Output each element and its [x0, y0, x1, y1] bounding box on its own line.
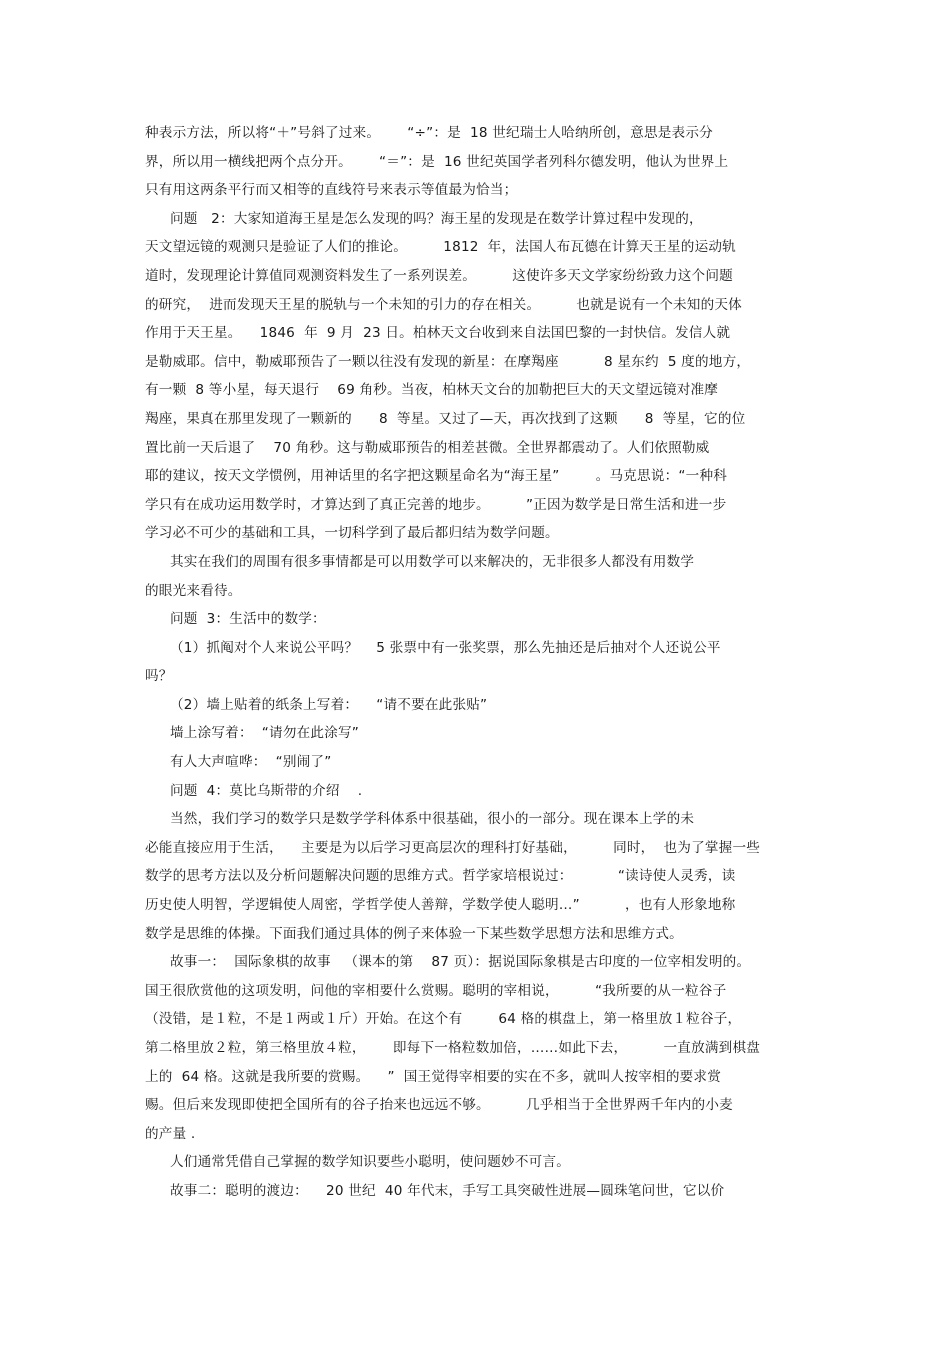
text-line: 其实在我们的周围有很多事情都是可以用数学可以来解决的，无非很多人都没有用数学	[170, 553, 695, 570]
text-line: 种表示方法，所以将“＋”号斜了过来。 “÷”：是 18 世纪瑞士人哈纳所创，意思是表示分	[145, 125, 713, 141]
text-line: 学习必不可少的基础和工具，一切科学到了最后都归结为数学问题。	[145, 525, 559, 542]
text-line: 吗？	[145, 668, 173, 685]
text-line: 羯座，果真在那里发现了一颗新的 8 等星。又过了—天，再次找到了这颗 8 等星，它的位	[145, 410, 746, 427]
text-line: 道时，发现理论计算值同观测资料发生了一系列误差。 这使许多天文学家纷纷致力这个问题	[145, 267, 733, 284]
text-line: 故事二：聪明的渡边： 20 世纪 40 年代末，手写工具突破性进展—圆珠笔问世，它以价	[170, 1182, 725, 1199]
text-line: 上的 64 格。这就是我所要的赏赐。 ” 国王觉得宰相要的实在不多，就叫人按宰相的要求赏	[145, 1068, 721, 1085]
text-line: 墙上涂写着： “请勿在此涂写”	[170, 725, 360, 742]
text-line: 耶的建议，按天文学惯例，用神话里的名字把这颗星命名为“海王星” 。马克思说：“一种科	[145, 468, 728, 485]
text-line: （没错，是１粒，不是１两或１斤）开始。在这个有 64 格的棋盘上，第一格里放１粒谷子，	[145, 1011, 742, 1028]
text-line: （2）墙上贴着的纸条上写着： “请不要在此张贴”	[170, 696, 488, 713]
text-line: 必能直接应用于生活， 主要是为以后学习更高层次的理科打好基础， 同时， 也为了掌握一些	[145, 839, 761, 856]
text-line: 问题 4：莫比乌斯带的介绍 .	[170, 782, 363, 799]
text-line: 的产量 .	[145, 1125, 196, 1142]
text-line: 有人大声喧哗： “别闹了”	[170, 754, 332, 771]
text-line: 数学是思维的体操。下面我们通过具体的例子来体验一下某些数学思想方法和思维方式。	[145, 925, 683, 942]
text-line: 问题 2：大家知道海王星是怎么发现的吗？海王星的发现是在数学计算过程中发现的，	[170, 210, 703, 227]
text-line: 作用于天王星。 1846 年 9 月 23 日。柏林天文台收到来自法国巴黎的一封快信。发信人就	[145, 325, 731, 342]
text-line: 当然，我们学习的数学只是数学学科体系中很基础，很小的一部分。现在课本上学的未	[170, 811, 695, 828]
text-line: 人们通常凭借自己掌握的数学知识要些小聪明，使问题妙不可言。	[170, 1154, 571, 1171]
text-line: 学只有在成功运用数学时，才算达到了真正完善的地步。 ”正因为数学是日常生活和进一步	[145, 496, 727, 513]
text-line: 问题 3：生活中的数学：	[170, 611, 326, 628]
text-line: 赐。但后来发现即使把全国所有的谷子抬来也远远不够。 几乎相当于全世界两千年内的小麦	[145, 1097, 733, 1114]
text-line: 故事一： 国际象棋的故事 （课本的第 87 页）：据说国际象棋是古印度的一位宰相发明的。	[170, 954, 751, 971]
text-line: 界，所以用一横线把两个点分开。 “＝”：是 16 世纪英国学者列科尔德发明，他认为世界上	[145, 153, 729, 170]
text-line: 天文望远镜的观测只是验证了人们的推论。 1812 年，法国人布瓦德在计算天王星的运动轨	[145, 239, 736, 256]
text-line: 数学的思考方法以及分析问题解决问题的思维方式。哲学家培根说过： “读诗使人灵秀，读	[145, 868, 736, 885]
text-line: 是勒威耶。信中，勒威耶预告了一颗以往没有发现的新星：在摩羯座 8 星东约 5 度的地方，	[145, 353, 751, 370]
document-body	[0, 119, 950, 1206]
text-line: 历史使人明智，学逻辑使人周密，学哲学使人善辩，学数学使人聪明…” ，也有人形象地称	[145, 897, 736, 914]
text-line: 有一颗 8 等小星，每天退行 69 角秒。当夜，柏林天文台的加勒把巨大的天文望远镜对准摩	[145, 382, 719, 399]
text-line: 置比前一天后退了 70 角秒。这与勒威耶预告的相差甚微。全世界都震动了。人们依照勒威	[145, 439, 710, 456]
text-line: 国王很欣赏他的这项发明，问他的宰相要什么赏赐。聪明的宰相说， “我所要的从一粒谷子	[145, 982, 727, 999]
text-line: 的研究， 进而发现天王星的脱轨与一个未知的引力的存在相关。 也就是说有一个未知的天体	[145, 296, 742, 313]
text-line: 只有用这两条平行而又相等的直线符号来表示等值最为恰当；	[145, 182, 518, 199]
text-line: 的眼光来看待。	[145, 582, 242, 599]
text-line: （1）抓阄对个人来说公平吗？ 5 张票中有一张奖票，那么先抽还是后抽对个人还说公平	[170, 639, 721, 656]
text-line: 第二格里放２粒，第三格里放４粒， 即每下一格粒数加倍，……如此下去， 一直放满到棋盘	[145, 1040, 761, 1056]
